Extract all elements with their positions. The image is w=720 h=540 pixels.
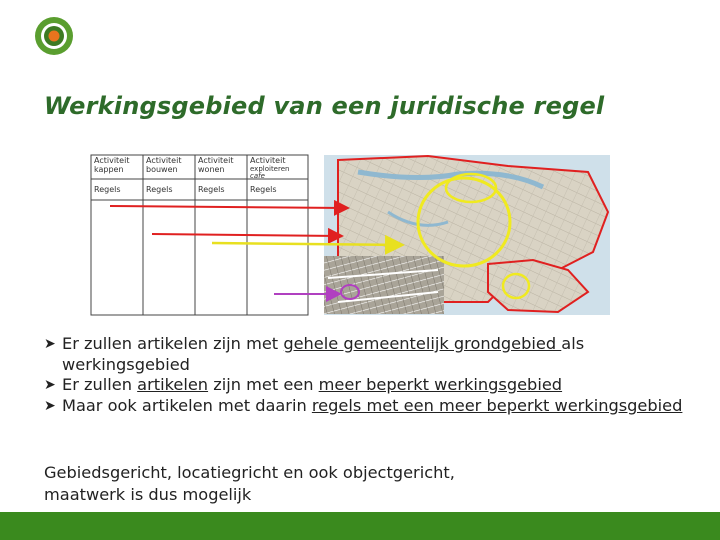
arrow-bullet-icon: ➤ xyxy=(44,377,56,393)
bullet-text-part: als werkingsgebied xyxy=(62,334,585,374)
city-map xyxy=(324,155,610,315)
werkingsgebied-figure xyxy=(88,152,612,318)
bullet-list xyxy=(44,334,704,417)
bullet-text-part: zijn met een xyxy=(208,375,319,394)
regels-label-4: Regels xyxy=(250,185,277,194)
regels-label-2: Regels xyxy=(146,185,173,194)
header-4-line-1: Activiteit xyxy=(250,156,286,165)
bullet-text-part: Er zullen artikelen zijn met xyxy=(62,334,284,353)
closing-line-2: maatwerk is dus mogelijk xyxy=(44,485,252,504)
bullet-text xyxy=(62,396,704,417)
closing-text xyxy=(44,462,704,506)
header-3-line-1: Activiteit xyxy=(198,156,234,165)
bullet-text-underlined: regels met een meer beperkt werkingsgebied xyxy=(311,396,683,415)
arrow-bullet-icon: ➤ xyxy=(44,336,56,352)
regels-label-1: Regels xyxy=(94,185,121,194)
slide-title: Werkingsgebied van een juridische regel xyxy=(44,92,605,120)
bullet-text-underlined: meer beperkt werkingsgebied xyxy=(318,375,563,394)
bullet-text-part: Er zullen xyxy=(62,375,138,394)
footer-bar xyxy=(0,512,720,540)
bullet-text-underlined: artikelen xyxy=(137,375,209,394)
bullet-item xyxy=(44,334,704,375)
closing-line-1: Gebiedsgericht, locatiegricht en ook objectgericht, xyxy=(44,463,455,482)
header-4-line-3: cafe xyxy=(250,172,265,180)
bullet-text xyxy=(62,334,704,375)
header-4-line-2: exploiteren xyxy=(250,165,290,173)
header-3-line-2: wonen xyxy=(198,165,225,174)
header-2-line-2: bouwen xyxy=(146,165,178,174)
bullet-item xyxy=(44,375,704,396)
bullet-item xyxy=(44,396,704,417)
header-2-line-1: Activiteit xyxy=(146,156,182,165)
header-1-line-2: kappen xyxy=(94,165,124,174)
arrow-bullet-icon: ➤ xyxy=(44,398,56,414)
header-1-line-1: Activiteit xyxy=(94,156,130,165)
bullet-text-part: Maar ook artikelen met daarin xyxy=(62,396,312,415)
logo-icon xyxy=(34,16,74,56)
bullet-text-underlined: gehele gemeentelijk grondgebied xyxy=(283,334,562,353)
regels-label-3: Regels xyxy=(198,185,225,194)
bullet-text xyxy=(62,375,704,396)
